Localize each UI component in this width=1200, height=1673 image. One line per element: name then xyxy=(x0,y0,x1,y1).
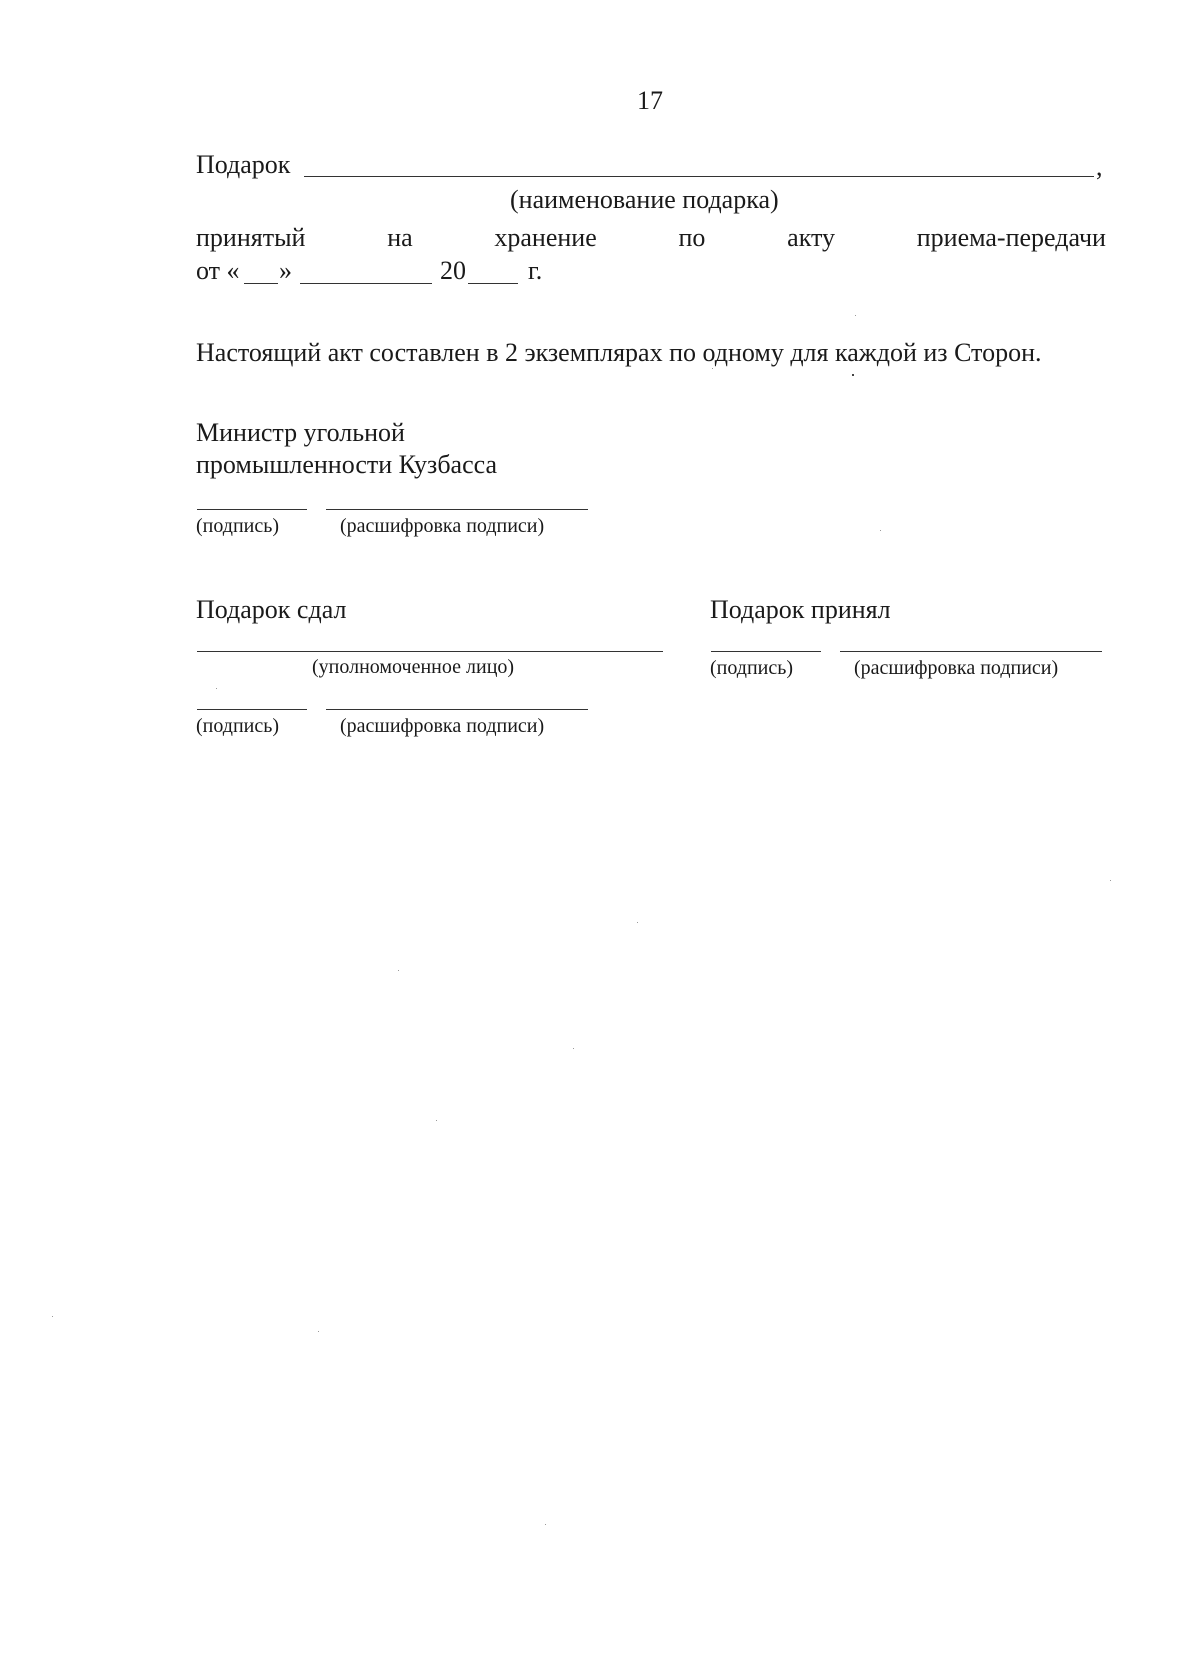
storage-word-2: на xyxy=(387,223,413,252)
date-year: 20 xyxy=(440,256,466,285)
minister-title-line1: Министр угольной xyxy=(196,418,405,447)
storage-word-3: хранение xyxy=(494,223,597,252)
gift-label: Подарок xyxy=(196,150,291,179)
scan-speck xyxy=(436,1120,437,1121)
received-decode-caption: (расшифровка подписи) xyxy=(854,657,1059,679)
storage-word-5: акту xyxy=(787,223,836,252)
scan-speck xyxy=(637,922,638,923)
date-year-blank xyxy=(468,283,518,284)
handed-signature-line xyxy=(197,709,307,710)
scan-speck xyxy=(318,1331,319,1332)
handed-decode-caption: (расшифровка подписи) xyxy=(340,715,545,737)
minister-signature-caption: (подпись) xyxy=(196,515,280,537)
scan-speck xyxy=(573,1048,574,1049)
scan-speck xyxy=(216,688,217,689)
handed-decode-line xyxy=(326,709,588,710)
minister-title-line2: промышленности Кузбасса xyxy=(196,450,498,479)
date-day-blank xyxy=(244,283,278,284)
gift-name-line xyxy=(304,176,1094,177)
date-prefix: от « xyxy=(196,256,240,285)
scan-speck xyxy=(852,374,854,376)
handed-heading: Подарок сдал xyxy=(196,595,347,624)
minister-decode-caption: (расшифровка подписи) xyxy=(340,515,545,537)
page-number: 17 xyxy=(637,86,663,115)
copies-statement: Настоящий акт составлен в 2 экземплярах по одному для каждой из Сторон. xyxy=(196,338,1042,367)
scan-speck xyxy=(855,315,856,316)
scan-speck xyxy=(1110,880,1111,881)
date-month-blank xyxy=(300,283,432,284)
gift-comma: , xyxy=(1096,152,1103,181)
handed-authorized-line xyxy=(197,651,663,652)
scan-speck xyxy=(398,970,399,971)
received-decode-line xyxy=(840,651,1102,652)
received-signature-line xyxy=(711,651,821,652)
storage-word-6: приема-передачи xyxy=(916,223,1106,252)
handed-signature-caption: (подпись) xyxy=(196,715,280,737)
storage-line xyxy=(196,223,1106,253)
scan-speck xyxy=(880,530,881,531)
handed-authorized-caption: (уполномоченное лицо) xyxy=(312,656,515,678)
scan-speck xyxy=(712,368,713,369)
minister-decode-line xyxy=(326,509,588,510)
date-suffix: г. xyxy=(528,256,543,285)
minister-signature-line xyxy=(197,509,307,510)
scan-speck xyxy=(545,1524,546,1525)
date-mid: » xyxy=(279,256,292,285)
scan-speck xyxy=(52,1316,53,1317)
received-heading: Подарок принял xyxy=(710,595,891,624)
received-signature-caption: (подпись) xyxy=(710,657,794,679)
storage-word-1: принятый xyxy=(196,223,306,252)
gift-name-caption: (наименование подарка) xyxy=(510,185,779,214)
storage-word-4: по xyxy=(678,223,706,252)
